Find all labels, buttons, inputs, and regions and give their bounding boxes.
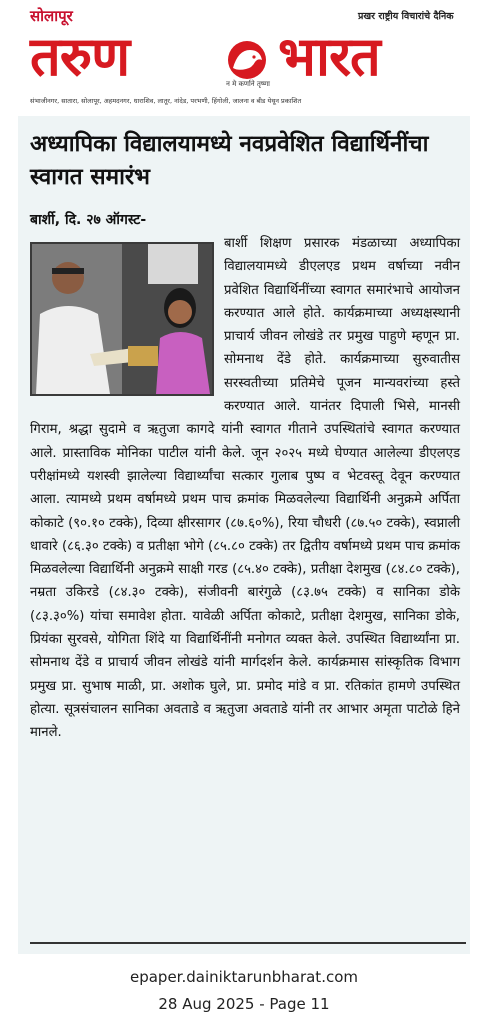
edition-list: संभाजीनगर, सातारा, सोलापूर, अहमदनगर, धाराशिव, लातूर, नांदेड, परभणी, हिंगोली, जालना व बीड येथून प्रकाशित (30, 97, 302, 105)
article-dateline: बार्शी, दि. २७ ऑगस्ट- (30, 212, 147, 228)
news-article (18, 116, 470, 954)
article-body (30, 232, 460, 745)
article-body-text: बार्शी शिक्षण प्रसारक मंडळाच्या अध्यापिका विद्यालयामध्ये डीएलएड प्रथम वर्षाच्या नवीन प्रवेशित विद्यार्थिनींच्या स्वागत समारंभाचे आयोजन करण्यात आले होते. कार्यक्रमाच्या अध्यक्षस्थानी प्राचार्य जीवन लोखंडे तर प्रमुख पाहुणे म्हणून प्रा. सोमनाथ देंडे होते. कार्यक्रमाच्या सुरुवातीस सरस्वतीच्या प्रतिमेचे पूजन मान्यवरांच्या हस्ते करण्यात आले. यानंतर दिपाली भिसे, मानसी गिराम, श्रद्धा सुदामे व ऋतुजा कागदे यांनी स्वागत गीताने उपस्थितांचे स्वागत करण्यात आले. प्रास्ताविक मोनिका पाटील यांनी केले. जून २०२५ मध्ये घेण्यात आलेल्या डीएलएड परीक्षांमध्ये यशस्वी झालेल्या विद्यार्थ्यांचा सत्कार गुलाब पुष्प व भेटवस्तू देवून करण्यात आला. त्यामध्ये प्रथम वर्षामध्ये प्रथम पाच क्रमांक मिळवलेल्या विद्यार्थिनी अनुक्रमे अर्पिता कोकाटे (९०.१० टक्के), दिव्या क्षीरसागर (८७.६०%), रिया चौधरी (८७.५० टक्के), स्वप्नाली धावारे (८६.३० टक्के) व प्रतीक्षा भोगे (८५.८० टक्के) तर द्वितीय वर्षामध्ये प्रथम पाच क्रमांक मिळवलेल्या विद्यार्थिनी अनुक्रमे साक्षी गरड (८५.४० टक्के), प्रतीक्षा देशमुख (८४.८० टक्के), नम्रता उकिरडे (८४.३० टक्के), संजीवनी बारंगुळे (८३.७५ टक्के) व सानिका डोके (८३.३०%) यांचा समावेश होता. यावेळी अर्पिता कोकाटे, प्रतीक्षा देशमुख, सानिका डोके, प्रियंका सुरवसे, योगिता शिंदे या विद्यार्थिनींनी मनोगत व्यक्त केले. उपस्थित विद्यार्थ्यांना प्रा. सोमनाथ देंडे व प्राचार्य जीवन लोखंडे यांनी मार्गदर्शन केले. कार्यक्रमास सांस्कृतिक विभाग प्रमुख प्रा. सुभाष माळी, प्रा. अशोक घुले, प्रा. प्रमोद मांडे व प्रा. रतिकांत हामणे उपस्थित होत्या. सूत्रसंचालन सानिका अवताडे व ऋतुजा अवताडे यांनी तर आभार अमृता पाटोळे हिने मानले. (30, 236, 460, 741)
edition-city: सोलापूर (30, 7, 73, 25)
article-divider (30, 942, 466, 944)
emblem-motto: न मे कर्णाने तृष्णा (226, 80, 270, 88)
newspaper-logo-right: भारत (278, 25, 380, 88)
masthead (0, 0, 488, 112)
newspaper-tagline: प्रखर राष्ट्रीय विचारांचे दैनिक (358, 11, 454, 22)
epaper-url: epaper.dainiktarunbharat.com (129, 968, 358, 986)
newspaper-logo-left: तरुण (30, 25, 130, 88)
article-headline: अध्यापिका विद्यालयामध्ये नवप्रवेशित विद्यार्थिनींचा स्वागत समारंभ (30, 131, 429, 190)
edition-date-page: 28 Aug 2025 - Page 11 (158, 995, 330, 1013)
event-photo (30, 242, 214, 396)
lion-emblem-icon (218, 38, 276, 86)
